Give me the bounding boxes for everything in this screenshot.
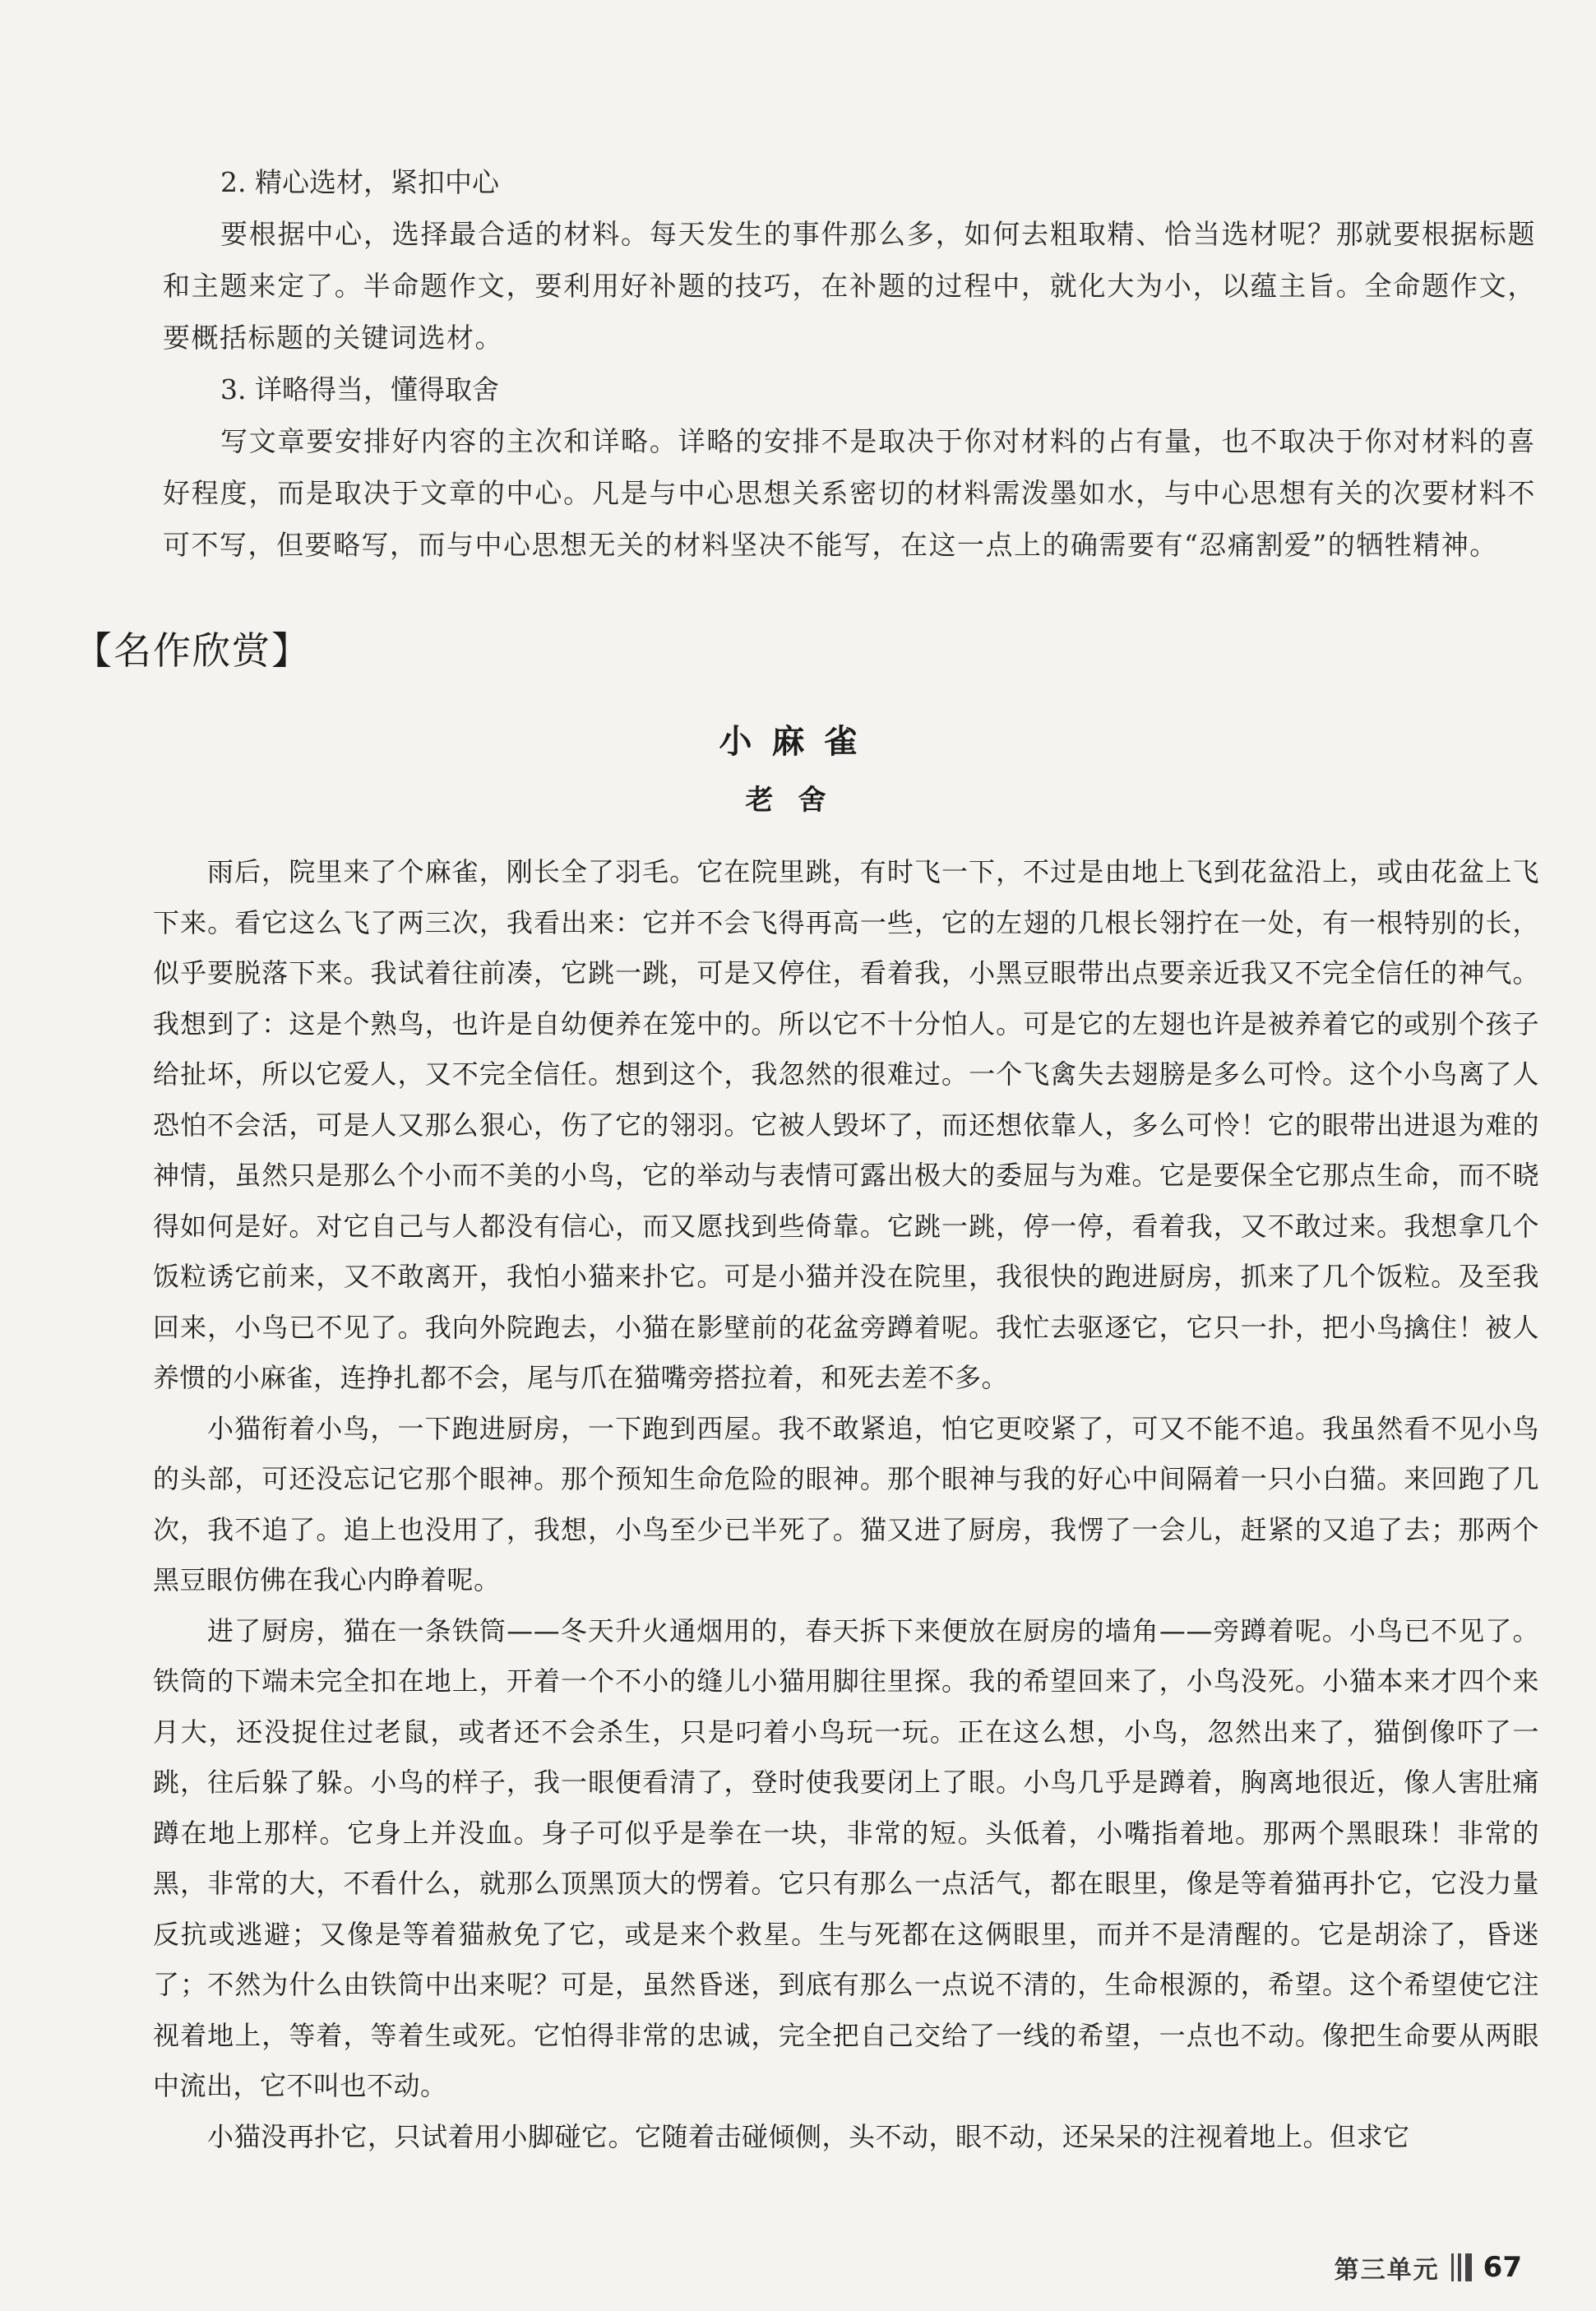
article-title: 小麻雀 xyxy=(719,723,877,761)
writing-tips-section xyxy=(163,156,1536,571)
article-paragraph-2: 小猫衔着小鸟，一下跑进厨房，一下跑到西屋。我不敢紧追，怕它更咬紧了，可又不能不追。我虽然看不见小鸟的头部，可还没忘记它那个眼神。那个预知生命危险的眼神。那个眼神与我的好心中间隔着一只小白猫。来回跑了几次，我不追了。追上也没用了，我想，小鸟至少已半死了。猫又进了厨房，我愣了一会儿，赶紧的又追了去；那两个黑豆眼仿佛在我心内睁着呢。 xyxy=(153,1412,1539,1595)
tip-paragraph-2: 要根据中心，选择最合适的材料。每天发生的事件那么多，如何去粗取精、恰当选材呢？那就要根据标题和主题来定了。半命题作文，要利用好补题的技巧，在补题的过程中，就化大为小，以蕴主旨。全命题作文，要概括标题的关键词选材。 xyxy=(163,218,1536,354)
article-body xyxy=(153,847,1539,2162)
article-author: 老舍 xyxy=(745,784,851,817)
tip-paragraph-3: 写文章要安排好内容的主次和详略。详略的安排不是取决于你对材料的占有量，也不取决于你对材料的喜好程度，而是取决于文章的中心。凡是与中心思想关系密切的材料需泼墨如水，与中心思想有关的次要材料不可不写，但要略写，而与中心思想无关的材料坚决不能写，在这一点上的确需要有“忍痛割爱”的牺牲精神。 xyxy=(163,425,1536,561)
article-paragraph-1: 雨后，院里来了个麻雀，刚长全了羽毛。它在院里跳，有时飞一下，不过是由地上飞到花盆沿上，或由花盆上飞下来。看它这么飞了两三次，我看出来：它并不会飞得再高一些，它的左翅的几根长翎拧在一处，有一根特别的长，似乎要脱落下来。我试着往前凑，它跳一跳，可是又停住，看着我，小黑豆眼带出点要亲近我又不完全信任的神气。我想到了：这是个熟鸟，也许是自幼便养在笼中的。所以它不十分怕人。可是它的左翅也许是被养着它的或别个孩子给扯坏，所以它爱人，又不完全信任。想到这个，我忽然的很难过。一个飞禽失去翅膀是多么可怜。这个小鸟离了人恐怕不会活，可是人又那么狠心，伤了它的翎羽。它被人毁坏了，而还想依靠人，多么可怜！它的眼带出进退为难的神情，虽然只是那么个小而不美的小鸟，它的举动与表情可露出极大的委屈与为难。它是要保全它那点生命，而不晓得如何是好。对它自己与人都没有信心，而又愿找到些倚靠。它跳一跳，停一停，看着我，又不敢过来。我想拿几个饭粒诱它前来，又不敢离开，我怕小猫来扑它。可是小猫并没在院里，我很快的跑进厨房，抓来了几个饭粒。及至我回来，小鸟已不见了。我向外院跑去，小猫在影壁前的花盆旁蹲着呢。我忙去驱逐它，它只一扑，把小鸟擒住！被人养惯的小麻雀，连挣扎都不会，尾与爪在猫嘴旁搭拉着，和死去差不多。 xyxy=(153,856,1539,1393)
unit-label: 第三单元 xyxy=(1334,2256,1440,2285)
tip-heading-3: 3. 详略得当，懂得取舍 xyxy=(220,373,499,405)
page-number: 67 xyxy=(1483,2251,1522,2284)
tip-heading-2: 2. 精心选材，紧扣中心 xyxy=(220,166,499,198)
article-paragraph-4: 小猫没再扑它，只试着用小脚碰它。它随着击碰倾侧，头不动，眼不动，还呆呆的注视着地上。但求它 xyxy=(207,2120,1410,2152)
page-footer xyxy=(1335,2249,1522,2286)
article-paragraph-3: 进了厨房，猫在一条铁筒——冬天升火通烟用的，春天拆下来便放在厨房的墙角——旁蹲着呢。小鸟已不见了。铁筒的下端未完全扣在地上，开着一个不小的缝儿小猫用脚往里探。我的希望回来了，小鸟没死。小猫本来才四个来月大，还没捉住过老鼠，或者还不会杀生，只是叼着小鸟玩一玩。正在这么想，小鸟，忽然出来了，猫倒像吓了一跳，往后躲了躲。小鸟的样子，我一眼便看清了，登时使我要闭上了眼。小鸟几乎是蹲着，胸离地很近，像人害肚痛蹲在地上那样。它身上并没血。身子可似乎是拳在一块，非常的短。头低着，小嘴指着地。那两个黑眼珠！非常的黑，非常的大，不看什么，就那么顶黑顶大的愣着。它只有那么一点活气，都在眼里，像是等着猫再扑它，它没力量反抗或逃避；又像是等着猫赦免了它，或是来个救星。生与死都在这俩眼里，而并不是清醒的。它是胡涂了，昏迷了；不然为什么由铁筒中出来呢？可是，虽然昏迷，到底有那么一点说不清的，生命根源的，希望。这个希望使它注视着地上，等着，等着生或死。它怕得非常的忠诚，完全把自己交给了一线的希望，一点也不动。像把生命要从两眼中流出，它不叫也不动。 xyxy=(153,1614,1539,2101)
footer-bars-decoration xyxy=(1451,2253,1472,2281)
section-title: 【名作欣赏】 xyxy=(74,628,311,673)
